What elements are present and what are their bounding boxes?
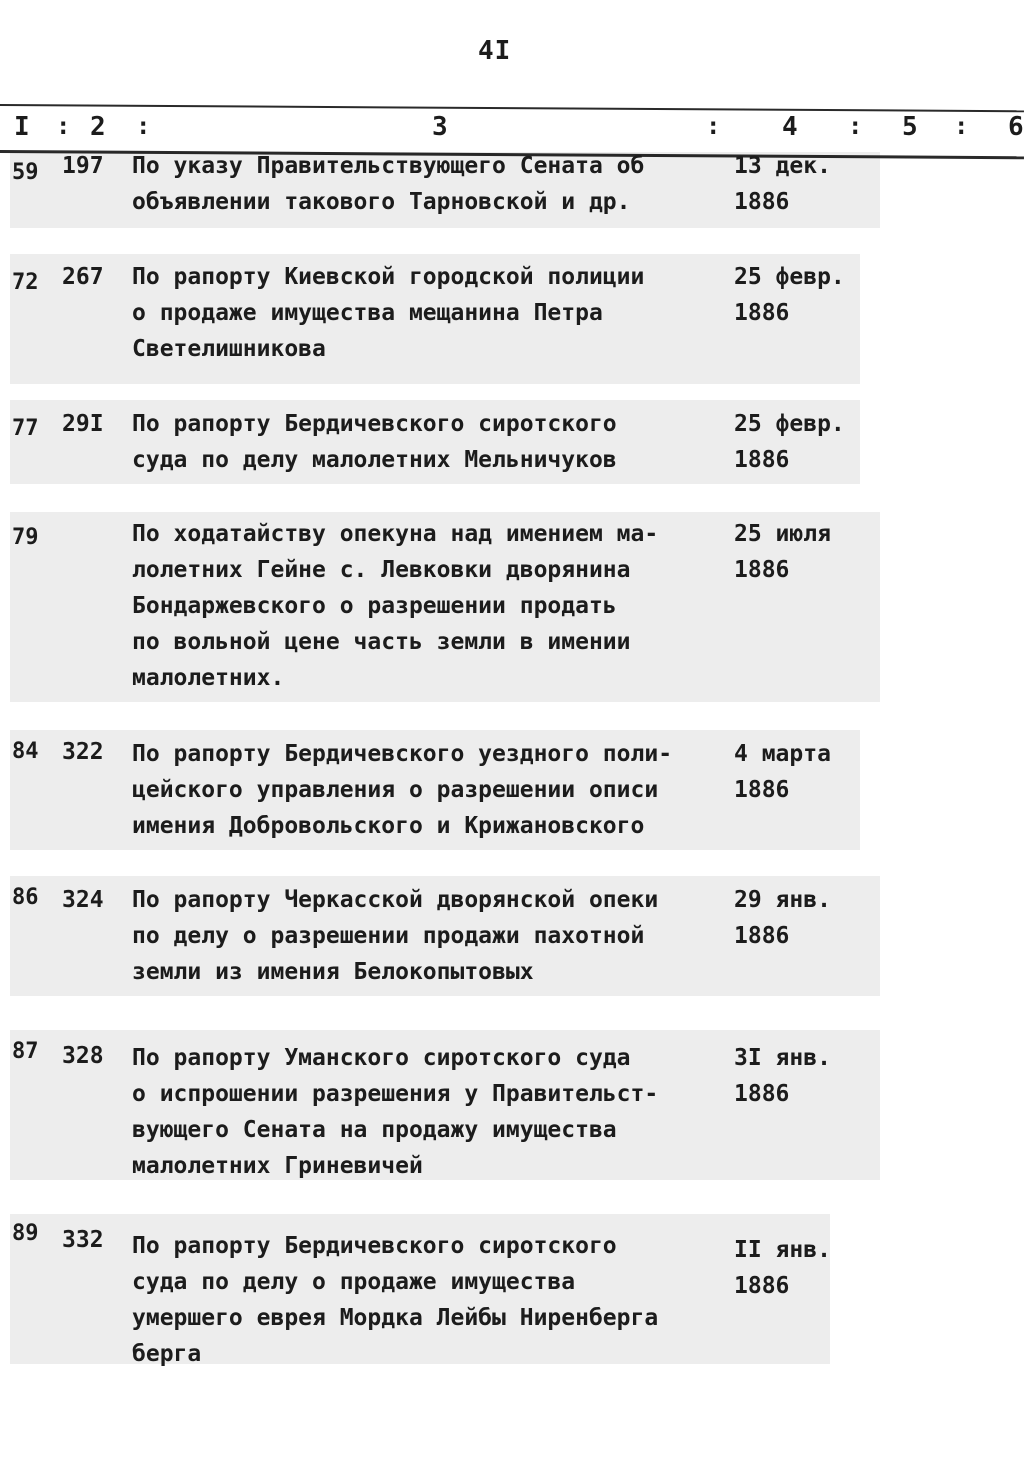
entry-text-line: о продаже имущества мещанина Петра xyxy=(132,300,603,326)
column-header-6: 6 xyxy=(1008,112,1024,142)
entry-text-line: по вольной цене часть земли в имении xyxy=(132,629,631,655)
entry-date: II янв. xyxy=(734,1237,831,1263)
entry-text-line: По указу Правительствующего Сената об xyxy=(132,153,645,179)
entry-col1: 77 xyxy=(12,416,39,441)
entry-text-line: По рапорту Черкасской дворянской опеки xyxy=(132,887,659,913)
entry-text-line: По рапорту Бердичевского сиротского xyxy=(132,1233,617,1259)
entry-text-line: вующего Сената на продажу имущества xyxy=(132,1117,617,1143)
entry-text-line: по делу о разрешении продажи пахотной xyxy=(132,923,645,949)
entry-year: 1886 xyxy=(734,1273,790,1299)
entry-text-line: По рапорту Киевской городской полиции xyxy=(132,264,645,290)
entry-year: 1886 xyxy=(734,189,790,215)
entry-col1: 59 xyxy=(12,160,39,185)
column-header-5: 5 xyxy=(902,112,918,142)
column-separator: : xyxy=(954,112,969,140)
column-header-4: 4 xyxy=(782,112,798,142)
entry-text-line: о испрошении разрешения у Правительст- xyxy=(132,1081,659,1107)
column-header-1: I xyxy=(14,112,30,142)
entry-year: 1886 xyxy=(734,923,790,949)
entry-year: 1886 xyxy=(734,1081,790,1107)
entry-col1: 79 xyxy=(12,525,39,550)
column-header-3: 3 xyxy=(432,112,448,142)
column-header-2: 2 xyxy=(90,112,106,142)
entry-text-line: По рапорту Бердичевского уездного поли- xyxy=(132,741,673,767)
entry-col2: 267 xyxy=(62,264,104,290)
entry-text-line: малолетних. xyxy=(132,665,285,691)
entry-text-line: умершего еврея Мордка Лейбы Ниренберга xyxy=(132,1305,659,1331)
entry-col2: 328 xyxy=(62,1043,104,1069)
entry-text-line: По рапорту Бердичевского сиротского xyxy=(132,411,617,437)
entry-text-line: берга xyxy=(132,1341,202,1367)
entry-date: 4 марта xyxy=(734,741,831,767)
entry-col2: 332 xyxy=(62,1227,104,1253)
entry-text-line: цейского управления о разрешении описи xyxy=(132,777,659,803)
entry-date: 25 февр. xyxy=(734,411,845,437)
header-rule-top xyxy=(0,104,1024,112)
entry-year: 1886 xyxy=(734,777,790,803)
entry-text-line: земли из имения Белокопытовых xyxy=(132,959,534,985)
entry-year: 1886 xyxy=(734,447,790,473)
entry-text-line: суда по делу малолетних Мельничуков xyxy=(132,447,617,473)
entry-text-line: Бондаржевского о разрешении продать xyxy=(132,593,617,619)
entry-date: 25 июля xyxy=(734,521,831,547)
entry-date: 25 февр. xyxy=(734,264,845,290)
entry-col1: 84 xyxy=(12,739,39,764)
entry-text-line: объявлении такового Тарновской и др. xyxy=(132,189,631,215)
page-number: 4I xyxy=(478,36,512,66)
column-separator: : xyxy=(56,112,71,140)
entry-col2: 324 xyxy=(62,887,104,913)
entry-date: 3I янв. xyxy=(734,1045,831,1071)
column-separator: : xyxy=(848,112,863,140)
entry-col2: 29I xyxy=(62,411,104,437)
entry-year: 1886 xyxy=(734,300,790,326)
entry-col1: 72 xyxy=(12,270,39,295)
entry-year: 1886 xyxy=(734,557,790,583)
entry-text-line: лолетних Гейне с. Левковки дворянина xyxy=(132,557,631,583)
entry-date: 13 дек. xyxy=(734,153,831,179)
column-separator: : xyxy=(706,112,721,140)
column-separator: : xyxy=(136,112,151,140)
entry-text-line: По рапорту Уманского сиротского суда xyxy=(132,1045,631,1071)
entry-text-line: малолетних Гриневичей xyxy=(132,1153,423,1179)
entry-col2: 322 xyxy=(62,739,104,765)
entry-text-line: имения Добровольского и Крижановского xyxy=(132,813,645,839)
entry-col1: 87 xyxy=(12,1039,39,1064)
entry-date: 29 янв. xyxy=(734,887,831,913)
entry-text-line: По ходатайству опекуна над имением ма- xyxy=(132,521,659,547)
entry-col1: 89 xyxy=(12,1221,39,1246)
entry-text-line: суда по делу о продаже имущества xyxy=(132,1269,576,1295)
entry-text-line: Светелишникова xyxy=(132,336,326,362)
entry-col2: 197 xyxy=(62,153,104,179)
entry-col1: 86 xyxy=(12,885,39,910)
